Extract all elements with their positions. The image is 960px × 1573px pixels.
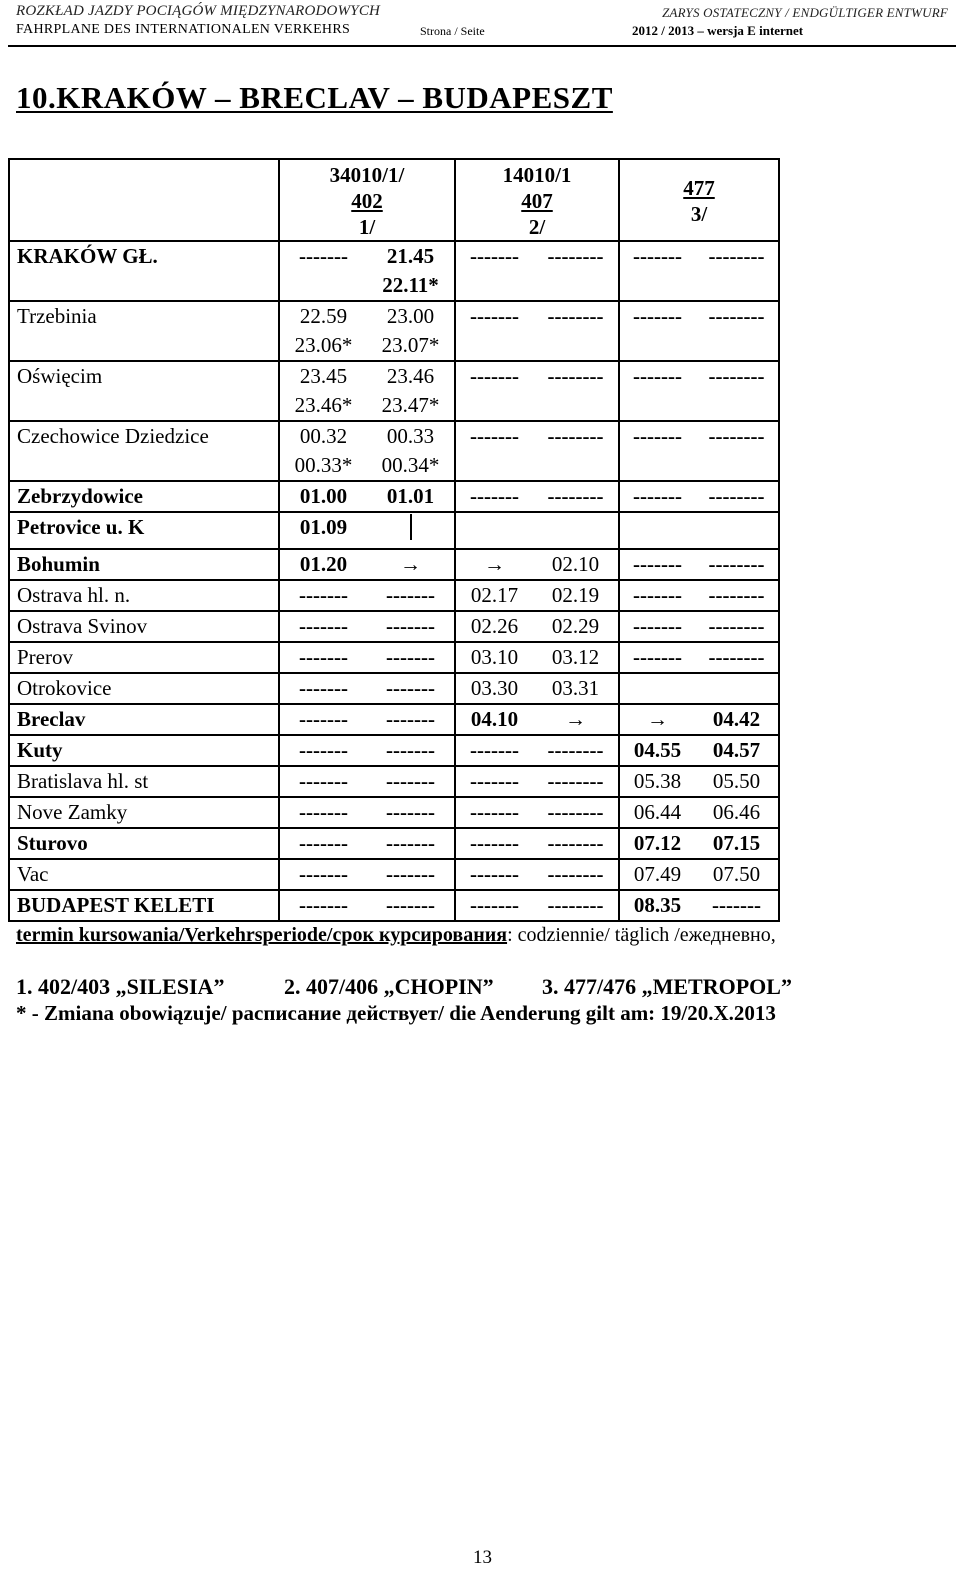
time-cell: -------- [695,642,779,673]
page-number: 13 [473,1547,492,1568]
time-cell: ------- [367,673,455,704]
time-cell: -------- [533,766,619,797]
train-header-2 [455,159,619,241]
train-1-id: 402 [351,189,383,213]
time-cell: ------- [279,890,367,921]
train-2-id: 407 [521,189,553,213]
time-cell: ------- [279,611,367,642]
time-cell: ------- [619,421,695,481]
time-cell: ------- [367,642,455,673]
table-row [9,735,779,766]
time-cell: ------- [279,859,367,890]
time-cell: ------- [619,361,695,421]
time-cell: -------- [695,580,779,611]
running-period-value: : codziennie/ täglich /ежедневно, [507,924,776,946]
vertical-line-marker [367,512,455,549]
time-cell: -------- [533,735,619,766]
time-cell: ------- [455,241,533,301]
time-cell: 02.17 [455,580,533,611]
time-cell: 22.59 23.06* [279,301,367,361]
time-cell: -------- [695,611,779,642]
time-cell: 07.15 [695,828,779,859]
time-cell: ------- [367,704,455,735]
train-header-row [9,159,779,241]
time-cell: 23.45 23.46* [279,361,367,421]
time-cell: -------- [533,797,619,828]
time-cell: -------- [533,301,619,361]
train-1-ref: 1/ [358,215,376,239]
station-name: Breclav [9,704,279,735]
time-cell: ------- [455,361,533,421]
through-line-icon [410,514,412,540]
time-cell: -------- [533,828,619,859]
table-row [9,797,779,828]
time-cell: ------- [455,421,533,481]
station-name: Otrokovice [9,673,279,704]
time-cell: 04.10 [455,704,533,735]
schedule-change-note: * - Zmiana obowiązuje/ расписание действует/ die Aenderung gilt am: 19/20.X.2013 [16,1001,776,1025]
table-row [9,580,779,611]
time-cell [619,673,695,704]
time-cell: 05.50 [695,766,779,797]
train-2-ref: 2/ [528,215,546,239]
time-cell: ------- [279,642,367,673]
time-cell: 01.00 [279,481,367,512]
time-cell: ------- [455,859,533,890]
time-cell: ------- [619,481,695,512]
time-cell: ------- [367,797,455,828]
table-row [9,361,779,421]
station-name: Petrovice u. K [9,512,279,549]
time-cell: ------- [619,549,695,580]
time-cell [695,512,779,549]
time-cell: 01.09 [279,512,367,549]
train-name-3: 3. 477/476 „METROPOL” [542,974,792,999]
train-name-2: 2. 407/406 „CHOPIN” [284,974,494,999]
time-cell: ------- [367,859,455,890]
page-title: 10.KRAKÓW – BRECLAV – BUDAPESZT [16,80,613,115]
time-cell: ------- [455,890,533,921]
time-cell: 23.00 23.07* [367,301,455,361]
time-cell: -------- [695,421,779,481]
time-cell: 06.46 [695,797,779,828]
train-3-number [620,162,778,175]
time-cell: -------- [695,361,779,421]
table-row [9,673,779,704]
timetable [8,158,780,922]
time-cell: ------- [455,828,533,859]
header-divider [8,45,956,47]
time-cell: ------- [279,735,367,766]
time-cell: ------- [695,890,779,921]
train-header-1 [279,159,455,241]
header-version: 2012 / 2013 – wersja E internet [632,23,804,38]
time-cell: ------- [279,766,367,797]
station-name: Zebrzydowice [9,481,279,512]
train-names [16,974,792,1000]
time-cell: 04.55 [619,735,695,766]
time-cell [533,512,619,549]
train-header-3 [619,159,779,241]
table-row [9,890,779,921]
time-cell: ------- [367,890,455,921]
time-cell: ------- [455,481,533,512]
time-cell: -------- [695,301,779,361]
station-name: Bohumin [9,549,279,580]
time-cell: 02.26 [455,611,533,642]
time-cell: -------- [695,481,779,512]
time-cell [455,512,533,549]
time-cell: 02.19 [533,580,619,611]
table-row [9,512,779,549]
table-row [9,766,779,797]
time-cell: ------- [279,704,367,735]
time-cell: -------- [533,241,619,301]
station-name: Prerov [9,642,279,673]
time-cell: ------- [619,301,695,361]
station-name: Trzebinia [9,301,279,361]
time-cell: ------- [279,241,367,301]
time-cell: ------- [455,766,533,797]
station-name: Kuty [9,735,279,766]
time-cell: ------- [619,611,695,642]
station-name: KRAKÓW GŁ. [9,241,279,301]
station-name: Sturovo [9,828,279,859]
header-page-label: Strona / Seite [420,24,485,38]
time-cell: 07.12 [619,828,695,859]
time-cell: 02.29 [533,611,619,642]
station-name: Nove Zamky [9,797,279,828]
continues-arrow-icon: → [619,704,695,735]
train-3-id: 477 [683,176,715,200]
time-cell: ------- [279,797,367,828]
time-cell: ------- [279,828,367,859]
station-name: BUDAPEST KELETI [9,890,279,921]
time-cell: 01.20 [279,549,367,580]
time-cell: -------- [533,859,619,890]
header-empty-cell [9,159,279,241]
time-cell: ------- [619,241,695,301]
train-3-ref: 3/ [690,202,708,226]
table-row [9,828,779,859]
time-cell: 00.32 00.33* [279,421,367,481]
page-header [0,0,960,48]
time-cell: 23.46 23.47* [367,361,455,421]
table-row [9,611,779,642]
time-cell: 06.44 [619,797,695,828]
continues-arrow-icon: → [533,704,619,735]
time-cell: 21.45 22.11* [367,241,455,301]
time-cell: ------- [367,580,455,611]
time-cell: 00.33 00.34* [367,421,455,481]
time-cell: 03.31 [533,673,619,704]
time-cell: -------- [695,241,779,301]
train-1-number: 34010/1/ [329,163,405,187]
time-cell: ------- [619,642,695,673]
time-cell: ------- [279,580,367,611]
table-row [9,301,779,361]
time-cell: -------- [533,481,619,512]
time-cell: 07.50 [695,859,779,890]
station-name: Ostrava hl. n. [9,580,279,611]
time-cell: ------- [455,735,533,766]
time-cell: 01.01 [367,481,455,512]
time-cell: ------- [367,766,455,797]
continues-arrow-icon: → [455,549,533,580]
time-cell [695,673,779,704]
running-period-label: termin kursowania/Verkehrsperiode/срок курсирования [16,924,508,946]
time-cell: 03.10 [455,642,533,673]
time-cell: ------- [367,735,455,766]
time-cell: 08.35 [619,890,695,921]
time-cell: 05.38 [619,766,695,797]
time-cell: ------- [455,301,533,361]
header-title-de: FAHRPLANE DES INTERNATIONALEN VERKEHRS [16,22,351,37]
time-cell: 03.30 [455,673,533,704]
time-cell: ------- [455,797,533,828]
time-cell: -------- [533,890,619,921]
time-cell: -------- [533,361,619,421]
station-name: Bratislava hl. st [9,766,279,797]
time-cell: -------- [695,549,779,580]
time-cell: 07.49 [619,859,695,890]
time-cell: 04.42 [695,704,779,735]
train-2-number: 14010/1 [502,163,572,187]
table-row [9,704,779,735]
station-name: Vac [9,859,279,890]
header-title-pl: ROZKŁAD JAZDY POCIĄGÓW MIĘDZYNARODOWYCH [16,3,381,19]
station-name: Ostrava Svinov [9,611,279,642]
station-name: Oświęcim [9,361,279,421]
time-cell: -------- [533,421,619,481]
table-row [9,241,779,301]
station-name: Czechowice Dziedzice [9,421,279,481]
table-row [9,642,779,673]
time-cell: ------- [367,828,455,859]
time-cell: ------- [367,611,455,642]
running-period [16,924,776,947]
table-row [9,549,779,580]
header-draft-label: ZARYS OSTATECZNY / ENDGÜLTIGER ENTWURF [662,5,948,20]
table-row [9,481,779,512]
time-cell: ------- [619,580,695,611]
continues-arrow-icon: → [367,549,455,580]
time-cell [619,512,695,549]
time-cell: 04.57 [695,735,779,766]
train-name-1: 1. 402/403 „SILESIA” [16,974,225,999]
time-cell: ------- [279,673,367,704]
time-cell: 03.12 [533,642,619,673]
time-cell: 02.10 [533,549,619,580]
table-row [9,421,779,481]
table-row [9,859,779,890]
